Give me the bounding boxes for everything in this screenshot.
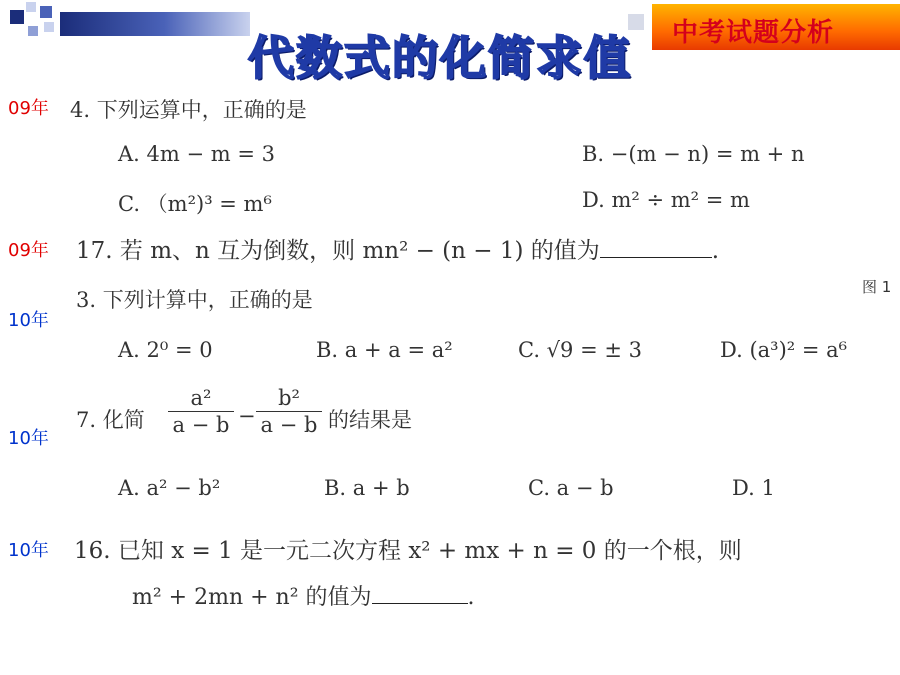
question-suffix: 的结果是 — [328, 408, 412, 432]
fraction-bar — [256, 411, 322, 412]
option-d: D. 1 — [732, 476, 775, 500]
year-label: 09年 — [8, 240, 49, 261]
year-label: 10年 — [8, 540, 49, 561]
deco-square — [40, 6, 52, 18]
year-label: 09年 — [8, 98, 49, 119]
page-title: 代数式的化简求值 — [248, 31, 632, 85]
deco-square — [28, 26, 38, 36]
deco-square — [44, 22, 54, 32]
fraction-numerator: b² — [278, 386, 300, 410]
deco-square — [26, 2, 36, 12]
question-text: m² + 2mn + n² 的值为 — [132, 585, 372, 610]
option-d: D. m² ÷ m² = m — [582, 188, 750, 212]
option-c: C. a − b — [528, 476, 614, 500]
question-stem: 3. 下列计算中，正确的是 — [76, 288, 313, 312]
question-line2 — [132, 580, 475, 611]
fraction-1 — [168, 386, 234, 437]
fraction-denominator: a − b — [260, 413, 318, 437]
question-text: 17. 若 m、n 互为倒数，则 mn² − (n − 1) 的值为 — [76, 238, 600, 264]
question-stem — [76, 232, 719, 265]
question-end: . — [467, 585, 475, 610]
fraction-numerator: a² — [190, 386, 212, 410]
badge-label: 中考试题分析 — [672, 18, 835, 48]
fraction-2 — [256, 386, 322, 437]
question-stem: 16. 已知 x = 1 是一元二次方程 x² + mx + n = 0 的一个根，则 — [74, 538, 742, 564]
option-c: C. （m²)³ = m⁶ — [118, 192, 272, 216]
figure-label: 图 1 — [862, 278, 892, 296]
deco-square — [10, 10, 24, 24]
option-a: A. a² − b² — [118, 476, 221, 500]
fraction-bar — [168, 411, 234, 412]
question-end: . — [711, 238, 720, 264]
option-b: B. −(m − n) = m + n — [582, 142, 805, 166]
option-a: A. 4m − m = 3 — [118, 142, 275, 166]
option-b: B. a + b — [324, 476, 410, 500]
option-c: C. √9 = ± 3 — [518, 338, 642, 362]
answer-blank — [600, 257, 712, 258]
question-prefix: 7. 化简 — [76, 408, 145, 432]
option-a: A. 2⁰ = 0 — [118, 338, 213, 362]
year-label: 10年 — [8, 310, 49, 331]
option-d: D. (a³)² = a⁶ — [720, 338, 848, 362]
minus-sign: − — [238, 404, 256, 428]
fraction-denominator: a − b — [172, 413, 230, 437]
option-b: B. a + a = a² — [316, 338, 453, 362]
question-stem: 4. 下列运算中，正确的是 — [70, 98, 307, 122]
answer-blank — [372, 603, 468, 604]
deco-gradient-bar — [60, 12, 250, 36]
year-label: 10年 — [8, 428, 49, 449]
